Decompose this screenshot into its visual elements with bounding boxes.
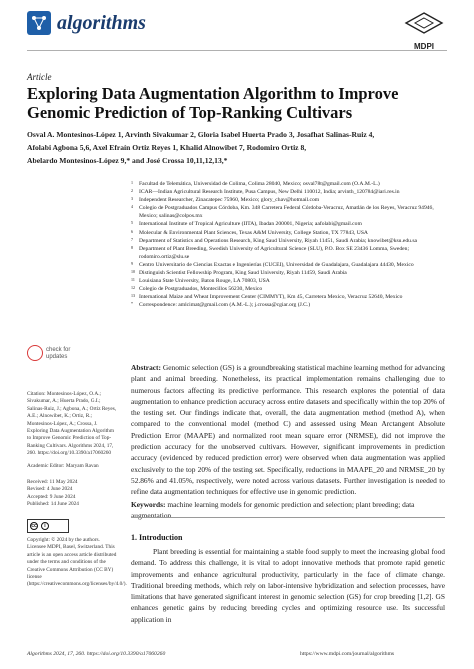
affiliation-number: 1	[131, 180, 133, 185]
citation: Citation: Montesinos-López, O.A.; Sivakumar, A.; Huerta Prado, G.I.; Salinas-Ruiz, J.; Agbona, A.; Ortiz Reyes, A.E.; Alnowibet, K.; Ortiz, R.; Montesinos-López, A.; Crossa, J. Exploring Data Augmentation Algorithm to Improve Genomic Prediction of Top-Ranking Cultivars. Algorithms 2024, 17, 260. https://doi.org/10.3390/a17060260	[27, 391, 117, 457]
journal-name: algorithms	[57, 12, 146, 34]
affiliation-item	[131, 180, 443, 188]
affiliation-text: ICAR—Indian Agricultural Research Institute, Pusa Campus, New Delhi 110012, India; arvinth_120784@iari.res.in	[139, 189, 400, 196]
affiliation-item	[131, 293, 443, 301]
footer-url[interactable]: https://www.mdpi.com/journal/algorithms	[300, 651, 395, 657]
mdpi-wordmark: MDPI	[414, 42, 434, 51]
affiliation-item	[131, 261, 443, 269]
affiliation-number: 2	[131, 188, 133, 194]
affiliation-item	[131, 269, 443, 277]
affiliation-item	[131, 196, 443, 204]
affiliation-number: 7	[131, 236, 133, 242]
author-line: Abelardo Montesinos-López 9,* and José Crossa 10,11,12,13,*	[27, 156, 228, 165]
affiliation-item	[131, 229, 443, 237]
author-line: Afolabi Agbona 5,6, Axel Efraín Ortiz Reyes 1, Khalid Alnowibet 7, Rodomiro Ortiz 8,	[27, 143, 307, 152]
cc-by-license-icon[interactable]	[27, 519, 69, 533]
affiliation-number: 13	[131, 293, 135, 299]
affiliation-number: 5	[131, 220, 133, 226]
footer-journal-ref: Algorithms 2024, 17, 260. https://doi.org/10.3390/a17060260	[27, 651, 166, 657]
article-type: Article	[27, 72, 52, 82]
keywords-text: machine learning models for genomic prediction and selection; plant breeding; data augmentation	[131, 500, 415, 520]
algorithm-graph-icon	[30, 14, 48, 32]
affiliation-text: Facultad de Telemática, Universidad de Colima, Colima 28040, Mexico; osval78t@gmail.com (O.A.M.-L.)	[139, 181, 380, 187]
affiliation-number: 4	[131, 204, 133, 210]
intro-paragraph: Plant breeding is essential for maintaining a stable food supply to meet the increasing global food demand. To address this challenge, it is vital to adopt innovative methods that promote rapid genetic improvements and enhance agricultural productivity, particularly in the face of climate change. Traditional breeding methods, which rely on labor-intensive hybridization and selection processes, have limitations that have generated significant interest in genomic selection (GS) for crop breeding [1,2]. GS enhances genetic gains by reducing breeding cycles and optimizing resource use. Its successful application in	[131, 547, 445, 624]
check-for-updates-label[interactable]: check for updates	[46, 347, 71, 360]
abstract-divider	[131, 517, 445, 518]
affiliation-number: 8	[131, 244, 133, 250]
paper-title: Exploring Data Augmentation Algorithm to Improve Genomic Prediction of Top-Ranking Cultivars	[27, 84, 399, 122]
author-line: Osval A. Montesinos-López 1, Arvinth Sivakumar 2, Gloria Isabel Huerta Prado 3, Josafhat Salinas-Ruiz 4,	[27, 130, 375, 139]
published-date: Published: 14 June 2024	[27, 501, 79, 508]
accepted-date: Accepted: 9 June 2024	[27, 493, 76, 500]
academic-editor: Academic Editor: Maryam Ravan	[27, 463, 99, 469]
affiliation-number: 10	[131, 269, 135, 275]
affiliation-item	[131, 204, 443, 220]
abstract	[131, 362, 445, 498]
cc-icon: cc	[31, 523, 37, 529]
affiliation-item	[131, 277, 443, 285]
affiliation-text: Centro Universitario de Ciencias Exactas e Ingenierías (CUCEI), Universidad de Guadalajara, Guadalajara 44430, Mexico	[139, 261, 414, 268]
correspondence	[131, 301, 443, 309]
license-text: Copyright: © 2024 by the authors. Licensee MDPI, Basel, Switzerland. This article is an open access article distributed under the terms and conditions of the Creative Commons Attribution (CC BY) license (https://creativecommons.org/licenses/by/4.0/).	[27, 537, 127, 588]
journal-logo-icon	[27, 11, 51, 35]
affiliation-text: Independent Researcher, Zinacatepec 75960, Mexico; glory_chav@hotmail.com	[139, 197, 320, 204]
affiliation-item	[131, 285, 443, 293]
affiliation-text: International Institute of Tropical Agriculture (IITA), Ibadan 200001, Nigeria; aafolabi@gmail.com	[139, 221, 362, 228]
affiliation-item	[131, 220, 443, 228]
section-heading: 1. Introduction	[131, 533, 183, 542]
affiliations	[131, 180, 443, 310]
affiliation-number: 3	[131, 196, 133, 202]
keywords-label: Keywords:	[131, 500, 166, 509]
affiliation-item	[131, 237, 443, 245]
revised-date: Revised: 4 June 2024	[27, 486, 73, 493]
affiliation-item	[131, 188, 443, 196]
by-person-icon: i	[41, 522, 49, 530]
received-date: Received: 11 May 2024	[27, 479, 78, 485]
publication-dates	[27, 479, 122, 509]
mdpi-logo-icon	[404, 12, 444, 38]
affiliation-number: 9	[131, 260, 133, 266]
affiliation-text: International Maize and Wheat Improvement Center (CIMMYT), Km 45, Carretera Mexico, Veracruz 52640, Mexico	[139, 294, 403, 301]
affiliation-text: Louisiana State University, Baton Rouge, LA 70803, USA	[139, 278, 270, 285]
correspondence-text: Correspondence: amlcimat@gmail.com (A.M.-L.); j.crossa@cgiar.org (J.C.)	[139, 302, 311, 309]
check-for-updates-icon[interactable]	[27, 345, 43, 361]
affiliation-text: Colegio de Postgraduados Campus Córdoba, Km. 348 Carretera Federal Córdoba-Veracruz, Amatlán de los Reyes, Veracruz 94946, Mexico; salinas@colpos.mx	[139, 205, 434, 220]
affiliation-text: Department of Plant Breeding, Swedish University of Agricultural Science (SLU), P.O. Box SE 23436 Lomma, Sweden; rodomiro.ortiz@slu.se	[139, 245, 410, 260]
affiliation-text: Colegio de Postgraduados, Montecillos 56230, Mexico	[139, 286, 263, 293]
affiliation-number: 6	[131, 228, 133, 234]
abstract-label: Abstract:	[131, 363, 161, 372]
header-divider	[27, 50, 447, 51]
affiliation-text: Molecular & Environmental Plant Sciences, Texas A&M University, College Station, TX 77843, USA	[139, 229, 368, 236]
abstract-text: Genomic selection (GS) is a groundbreaking statistical machine learning method for advancing plant and animal breeding. Nonetheless, its practical implementation remains challenging due to numerous factors affecting its predictive performance. This research explores the potential of data augmentation to enhance prediction accuracy across entire datasets and specifically within the top 20% of the testing set. Our findings indicate that, overall, the data augmentation method (method A), when compared to the conventional model (method C) and assessed using Mean Arctangent Absolute Prediction Error (MAAPE) and normalized root mean square error (NRMSE), did not improve the prediction accuracy for the unobserved cultivars. However, significant improvements in prediction accuracy (evidenced by reduced prediction error) were observed when data augmentation was applied exclusively to the top 20% of the testing set. Specifically, reductions in MAAPE_20 and NRMSE_20 by 52.86% and 41.05%, respectively, were noted across various datasets. Further investigation is needed to refine data augmentation techniques for effective use in genomic prediction.	[131, 363, 445, 497]
author-list	[27, 128, 447, 167]
affiliation-text: Department of Statistics and Operations Research, King Saud University, Riyah 11451, Saudi Arabia; knowibet@ksu.edu.sa	[139, 237, 418, 244]
affiliation-number: *	[131, 301, 133, 307]
affiliation-item	[131, 245, 443, 261]
affiliation-text: Distinguish Scientist Fellowship Program, King Saud University, Riyah 11459, Saudi Arabia	[139, 270, 347, 277]
affiliation-number: 12	[131, 285, 135, 291]
affiliation-number: 11	[131, 277, 135, 283]
